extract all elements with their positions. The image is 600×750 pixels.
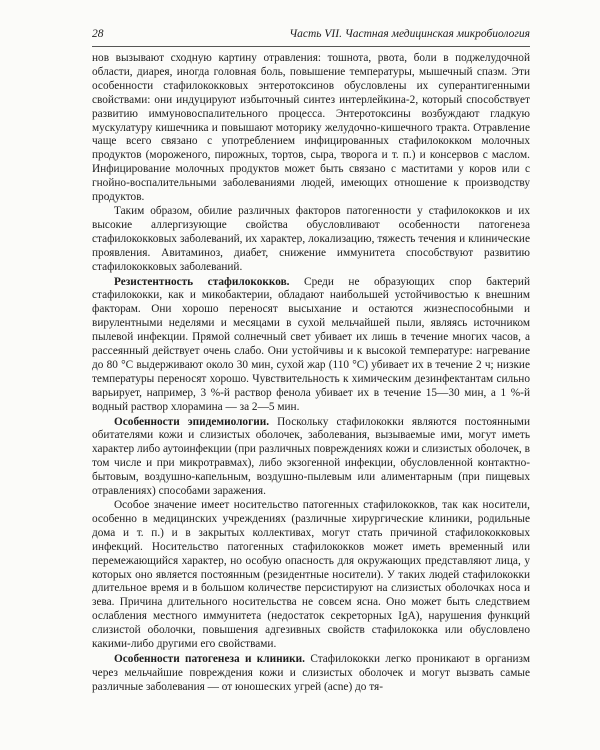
paragraph-text: Поскольку стафилококки являются постоянными обитателями кожи и слизистых оболочек, заболевания, вызываемые ими, могут иметь характер либо аутоинфекции (при различных повреждениях кожи и слизистых оболочек, в том числе и при микротравмах), либо экзогенной инфекции, обусловленной контактно-бытовым, воздушно-капельным, воздушно-пылевым или алиментарным (при пищевых отравлениях) способами заражения. <box>92 415 530 498</box>
page-header <box>92 28 530 47</box>
paragraph-text: Среди не образующих спор бактерий стафилококки, как и микобактерии, обладают наибольшей устойчивостью к внешним факторам. Они хорошо переносят высыхание и остаются жизнеспособными и вирулентными неделями и месяцами в сухой мельчайшей пыли, являясь источником пылевой инфекции. Прямой солнечный свет убивает их лишь в течение многих часов, а рассеянный действует очень слабо. Они устойчивы и к высокой температуре: нагревание до 80 °С выдерживают около 30 мин, сухой жар (110 °С) убивает их в течение 2 ч; низкие температуры переносят хорошо. Чувствительность к химическим дезинфектантам сильно варьирует, например, 3 %-й раствор фенола убивает их в течение 15—30 мин, а 1 %-й водный раствор хлорамина — за 2—5 мин. <box>92 275 530 413</box>
paragraph-text: нов вызывают сходную картину отравления: тошнота, рвота, боли в поджелудочной области, диарея, иногда головная боль, повышение температуры, мышечный спазм. Эти особенности стафилококковых энтеротоксинов обусловлены их суперантигенными свойствами: они индуцируют избыточный синтез интерлейкина-2, который способствует развитию иммуновоспалительного процесса. Энтеротоксины возбуждают гладкую мускулатуру кишечника и повышают моторику желудочно-кишечного тракта. Отравление чаще всего связано с употреблением инфицированных стафилококком молочных продуктов (мороженого, пирожных, тортов, сыра, творога и т. п.) и консервов с маслом. Инфицирование молочных продуктов может быть связано с маститами у коров или с гнойно-воспалительными заболеваниями людей, имеющих отношение к производству продуктов. <box>92 52 530 204</box>
section-paragraph <box>92 653 530 695</box>
section-heading: Особенности эпидемиологии. <box>114 415 270 428</box>
running-title: Часть VII. Частная медицинская микробиология <box>289 28 530 40</box>
paragraph-text: Таким образом, обилие различных факторов патогенности у стафилококков и их высокие аллергизующие свойства обусловливают особенности патогенеза стафилококковых заболеваний, их характер, локализацию, тяжесть течения и клинические проявления. Авитаминоз, диабет, снижение иммунитета способствуют развитию стафилококковых заболеваний. <box>92 204 530 273</box>
paragraph <box>92 52 530 205</box>
page-number: 28 <box>92 28 104 40</box>
paragraph <box>92 499 530 652</box>
body-text <box>92 52 530 695</box>
paragraph-text: Стафилококки легко проникают в организм через мельчайшие повреждения кожи и слизистых оболочек и могут вызвать самые различные заболевания — от юношеских угрей (acne) до тя- <box>92 652 530 693</box>
paragraph-text: Особое значение имеет носительство патогенных стафилококков, так как носители, особенно в медицинских учреждениях (различные хирургические клиники, родильные дома и т. п.) и в закрытых коллективах, могут стать причиной стафилококковых инфекций. Носительство патогенных стафилококков может иметь временный или перемежающийся характер, но особую опасность для окружающих представляют лица, у которых оно является постоянным (резидентные носители). У таких людей стафилококки длительное время и в большом количестве персистируют на слизистых оболочках носа и зева. Причина длительного носительства не совсем ясна. Оно может быть следствием ослабления местного иммунитета (недостаток секреторных IgA), нарушения функций слизистой оболочки, повышения адгезивных свойств стафилококка или обусловлено какими-либо другими его свойствами. <box>92 499 530 651</box>
section-paragraph <box>92 416 530 499</box>
section-heading: Резистентность стафилококков. <box>114 275 290 288</box>
paragraph <box>92 205 530 275</box>
section-heading: Особенности патогенеза и клиники. <box>114 652 306 665</box>
section-paragraph <box>92 276 530 415</box>
